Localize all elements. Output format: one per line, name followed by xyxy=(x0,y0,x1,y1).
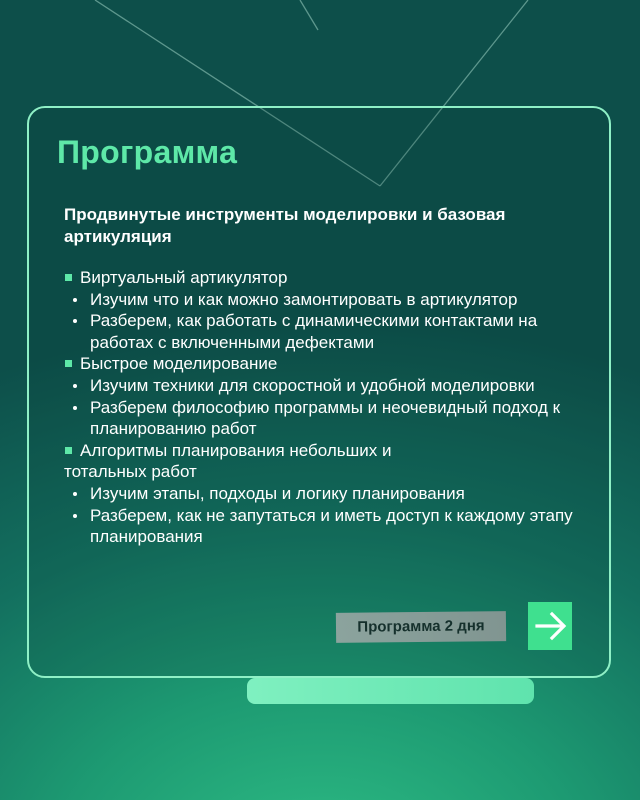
page-title: Программа xyxy=(57,134,238,170)
dot-bullet-icon xyxy=(73,384,77,388)
section-title: Алгоритмы планирования небольших и тотальных работ xyxy=(64,440,392,482)
list-item: Разберем, как работать с динамическими контактами на работах с включенными дефектами xyxy=(64,310,584,353)
program-duration-badge: Программа 2 дня xyxy=(336,611,506,643)
list-item: Разберем, как не запутаться и иметь доступ к каждому этапу планирования xyxy=(64,505,584,548)
program-subtitle: Продвинутые инструменты моделировки и базовая артикуляция xyxy=(64,205,506,246)
list-item: Разберем философию программы и неочевидный подход к планированию работ xyxy=(64,397,584,440)
list-item: Изучим техники для скоростной и удобной моделировки xyxy=(64,375,584,397)
section-fast-modeling xyxy=(64,353,584,439)
bottom-bar xyxy=(247,678,534,704)
square-bullet-icon xyxy=(65,360,72,367)
list-item: Изучим этапы, подходы и логику планирования xyxy=(64,483,584,505)
arrow-right-icon xyxy=(528,602,572,650)
section-virtual-articulator xyxy=(64,267,584,353)
dot-bullet-icon xyxy=(73,514,77,518)
dot-bullet-icon xyxy=(73,298,77,302)
dot-bullet-icon xyxy=(73,406,77,410)
section-title: Виртуальный артикулятор xyxy=(64,267,584,289)
section-title: Быстрое моделирование xyxy=(64,353,584,375)
square-bullet-icon xyxy=(65,274,72,281)
section-planning-algorithms xyxy=(64,440,584,548)
program-list xyxy=(64,267,584,548)
dot-bullet-icon xyxy=(73,319,77,323)
next-button[interactable] xyxy=(528,602,572,650)
square-bullet-icon xyxy=(65,447,72,454)
list-item: Изучим что и как можно замонтировать в артикулятор xyxy=(64,289,584,311)
dot-bullet-icon xyxy=(73,492,77,496)
